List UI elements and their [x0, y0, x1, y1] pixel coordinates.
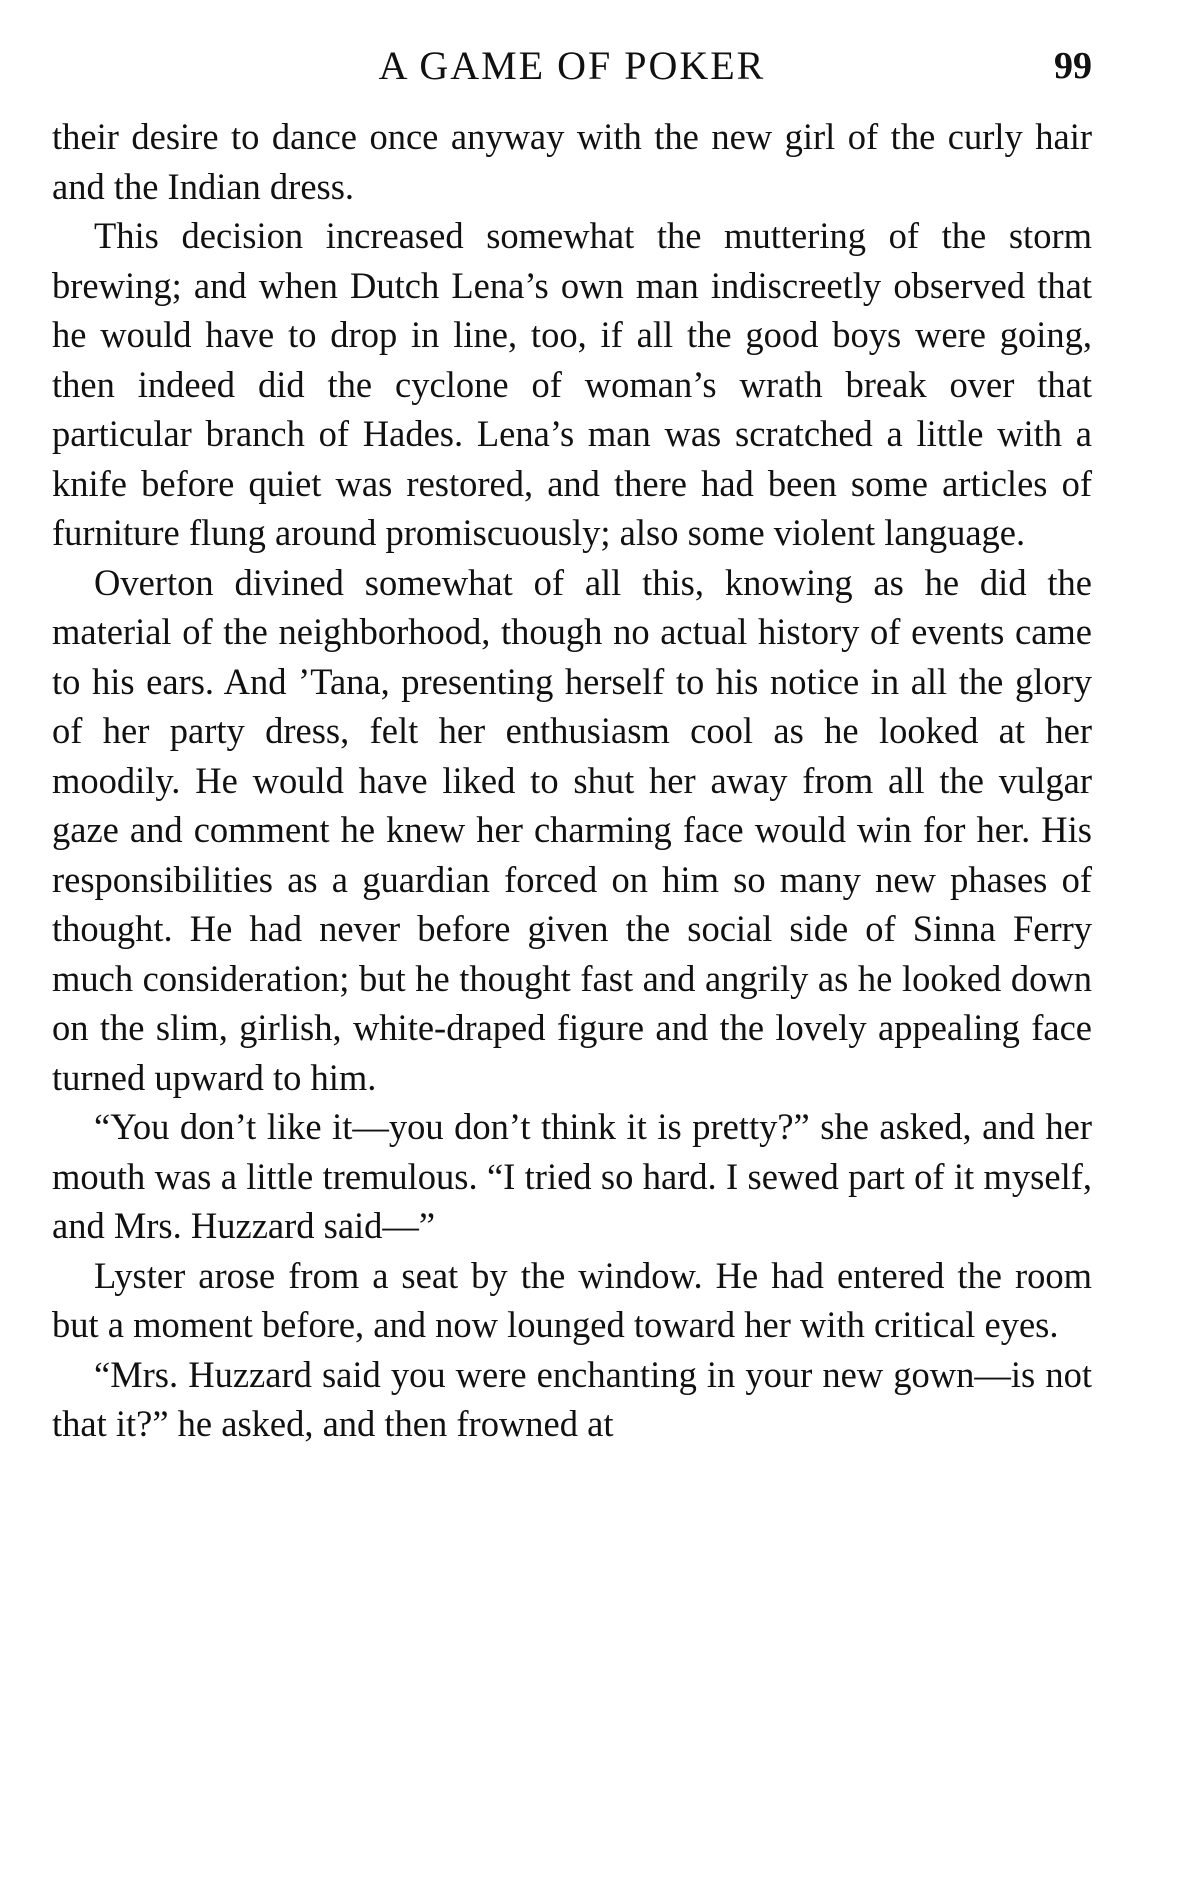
- paragraph-tana-dialogue: “You don’t like it—you don’t think it is pretty?” she asked, and her mouth was a little tremulous. “I tried so hard. I sewed part of it myself, and Mrs. Huzzard said—”: [52, 1106, 1092, 1246]
- body-text: [52, 112, 1092, 1449]
- running-title: A GAME OF POKER: [378, 43, 766, 88]
- paragraph-lyster-dialogue: “Mrs. Huzzard said you were enchanting in your new gown—is not that it?” he asked, and then frowned at: [52, 1353, 1092, 1444]
- running-head: [52, 36, 1092, 96]
- paragraph-lyster-arose: Lyster arose from a seat by the window. He had entered the room but a moment before, and now lounged toward her with critical eyes.: [52, 1254, 1092, 1345]
- page-number: 99: [1054, 45, 1092, 87]
- paragraph-continued: their desire to dance once anyway with the new girl of the curly hair and the Indian dress.: [52, 116, 1092, 207]
- paragraph-storm-brewing: This decision increased somewhat the muttering of the storm brewing; and when Dutch Lena’s own man indiscreetly observed that he would have to drop in line, too, if all the good boys were going, then indeed did the cyclone of woman’s wrath break over that particular branch of Hades. Lena’s man was scratched a little with a knife before quiet was restored, and there had been some articles of furniture flung around promiscuously; also some violent language.: [52, 215, 1092, 553]
- paragraph-overton-divined: Overton divined somewhat of all this, knowing as he did the material of the neighborhood, though no actual history of events came to his ears. And ’Tana, presenting herself to his notice in all the glory of her party dress, felt her enthusiasm cool as he looked at her moodily. He would have liked to shut her away from all the vulgar gaze and comment he knew her charming face would win for her. His responsibilities as a guardian forced on him so many new phases of thought. He had never before given the social side of Sinna Ferry much consideration; but he thought fast and angrily as he looked down on the slim, girlish, white-draped figure and the lovely appealing face turned upward to him.: [52, 561, 1092, 1098]
